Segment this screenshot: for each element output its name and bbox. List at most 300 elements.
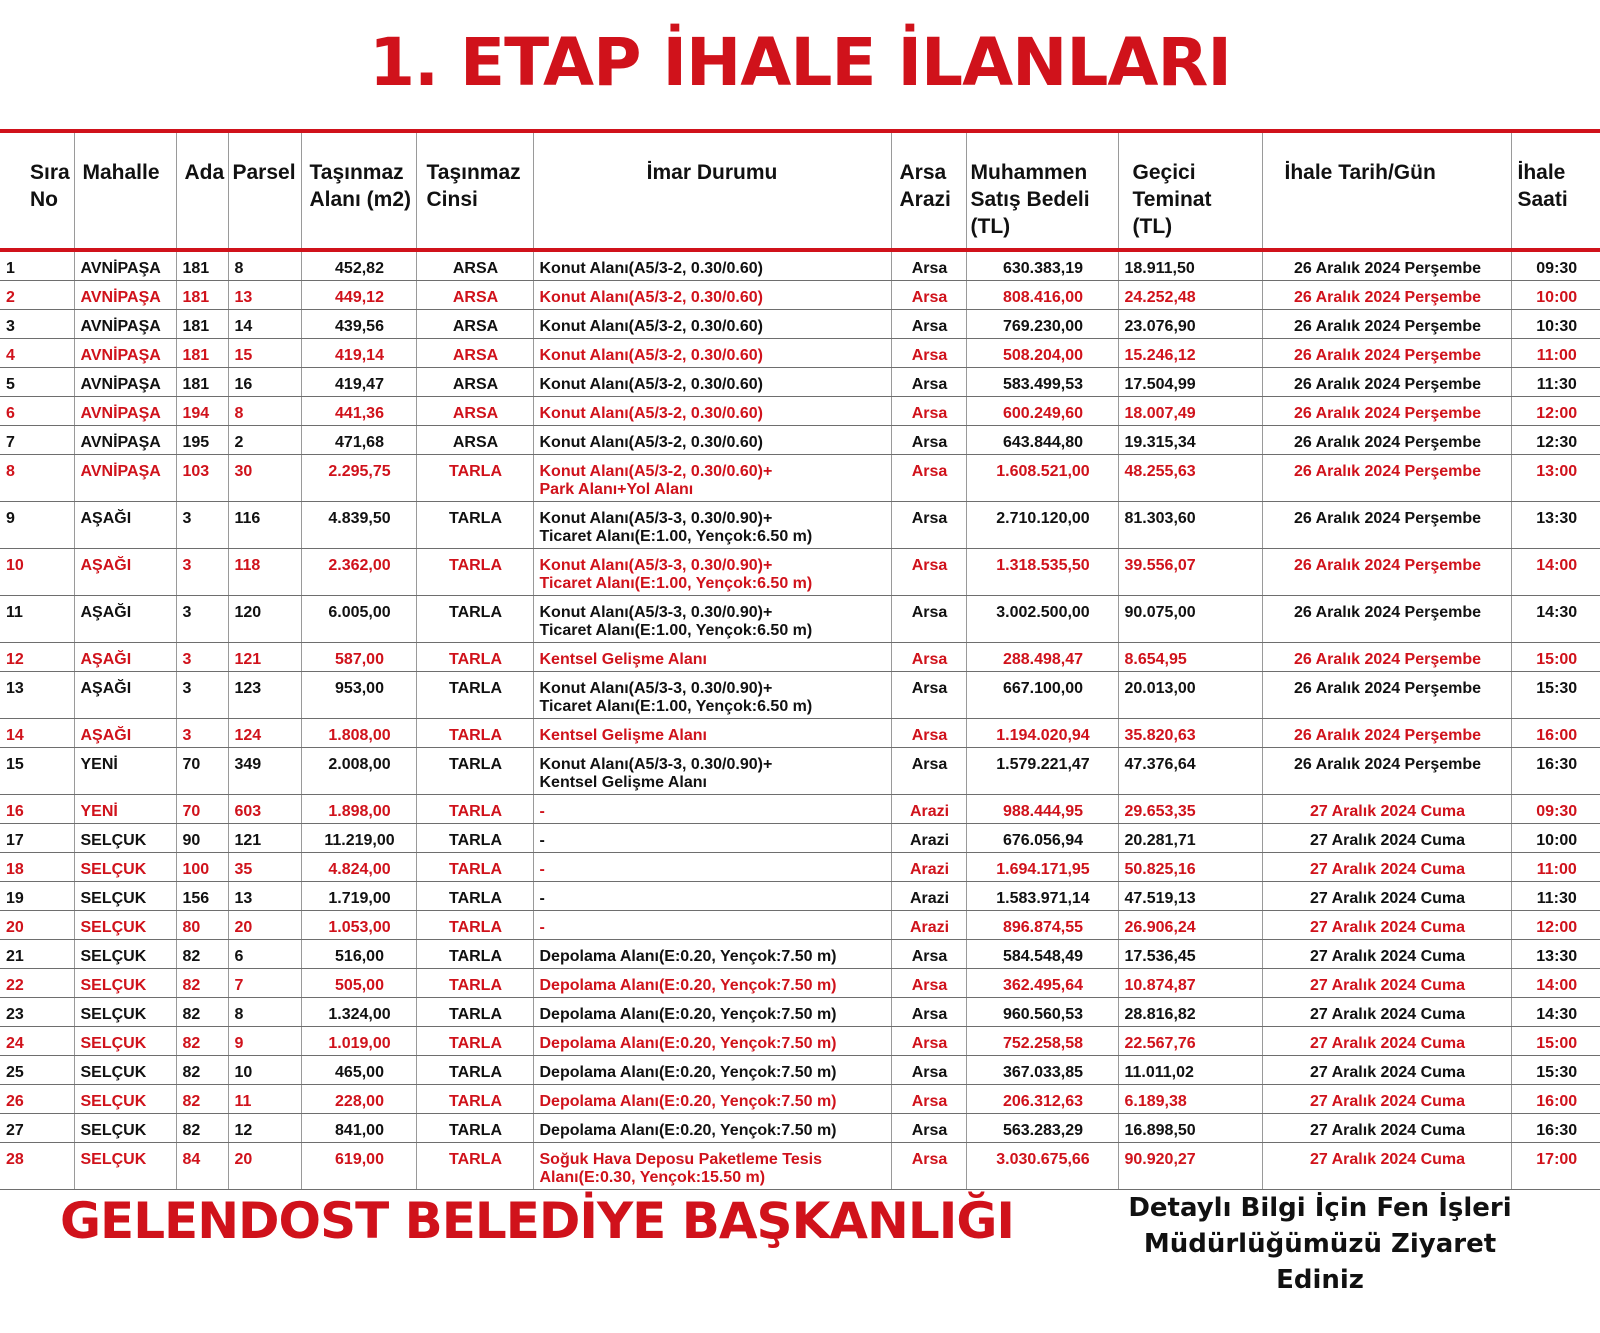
table-header-row [0, 133, 1600, 250]
cell-arsa: Arsa [891, 719, 966, 748]
cell-sira: 4 [0, 339, 74, 368]
cell-arsa: Arsa [891, 339, 966, 368]
cell-arsa: Arsa [891, 643, 966, 672]
cell-alan: 11.219,00 [301, 824, 416, 853]
cell-bedel: 960.560,53 [966, 998, 1118, 1027]
cell-cins: TARLA [416, 748, 533, 795]
cell-sira: 22 [0, 969, 74, 998]
cell-sira: 23 [0, 998, 74, 1027]
cell-alan: 619,00 [301, 1143, 416, 1190]
cell-arsa: Arazi [891, 882, 966, 911]
cell-tarih: 26 Aralık 2024 Perşembe [1262, 250, 1511, 281]
cell-saat: 12:00 [1511, 911, 1600, 940]
cell-sira: 19 [0, 882, 74, 911]
cell-cins: TARLA [416, 455, 533, 502]
cell-parsel: 12 [228, 1114, 301, 1143]
cell-bedel: 676.056,94 [966, 824, 1118, 853]
cell-tarih: 26 Aralık 2024 Perşembe [1262, 502, 1511, 549]
cell-tarih: 26 Aralık 2024 Perşembe [1262, 549, 1511, 596]
cell-cins: TARLA [416, 969, 533, 998]
cell-alan: 439,56 [301, 310, 416, 339]
cell-mahalle: AVNİPAŞA [74, 397, 176, 426]
table-row [0, 1056, 1600, 1085]
cell-parsel: 603 [228, 795, 301, 824]
cell-sira: 1 [0, 250, 74, 281]
cell-cins: TARLA [416, 1056, 533, 1085]
table-row [0, 426, 1600, 455]
cell-sira: 24 [0, 1027, 74, 1056]
cell-tarih: 27 Aralık 2024 Cuma [1262, 824, 1511, 853]
cell-cins: TARLA [416, 719, 533, 748]
cell-alan: 1.719,00 [301, 882, 416, 911]
cell-arsa: Arsa [891, 969, 966, 998]
cell-sira: 13 [0, 672, 74, 719]
cell-tarih: 26 Aralık 2024 Perşembe [1262, 719, 1511, 748]
header-sira: Sıra No [0, 133, 74, 250]
cell-saat: 12:30 [1511, 426, 1600, 455]
cell-arsa: Arsa [891, 397, 966, 426]
organization-name: GELENDOST BELEDİYE BAŞKANLIĞI [60, 1192, 1014, 1250]
cell-tarih: 27 Aralık 2024 Cuma [1262, 1114, 1511, 1143]
cell-arsa: Arazi [891, 824, 966, 853]
cell-mahalle: SELÇUK [74, 1027, 176, 1056]
cell-parsel: 2 [228, 426, 301, 455]
header-teminat: Geçici Teminat (TL) [1118, 133, 1262, 250]
cell-alan: 587,00 [301, 643, 416, 672]
imar-line-2: Ticaret Alanı(E:1.00, Yençok:6.50 m) [539, 698, 813, 715]
imar-line-1: Konut Alanı(A5/3-2, 0.30/0.60)+ [539, 463, 773, 480]
imar-line-1: Konut Alanı(A5/3-3, 0.30/0.90)+ [539, 680, 773, 697]
imar-line-1: Konut Alanı(A5/3-3, 0.30/0.90)+ [539, 756, 773, 773]
cell-alan: 516,00 [301, 940, 416, 969]
cell-arsa: Arsa [891, 310, 966, 339]
cell-mahalle: AŞAĞI [74, 502, 176, 549]
table-body [0, 250, 1600, 1190]
cell-saat: 10:00 [1511, 281, 1600, 310]
cell-parsel: 121 [228, 643, 301, 672]
cell-tarih: 26 Aralık 2024 Perşembe [1262, 596, 1511, 643]
cell-teminat: 18.911,50 [1118, 250, 1262, 281]
cell-cins: TARLA [416, 502, 533, 549]
cell-mahalle: AVNİPAŞA [74, 250, 176, 281]
page-title: 1. ETAP İHALE İLANLARI [369, 24, 1231, 101]
cell-arsa: Arsa [891, 672, 966, 719]
cell-mahalle: AŞAĞI [74, 719, 176, 748]
cell-sira: 12 [0, 643, 74, 672]
cell-bedel: 1.694.171,95 [966, 853, 1118, 882]
cell-saat: 15:00 [1511, 1027, 1600, 1056]
cell-imar: - [533, 882, 891, 911]
cell-saat: 11:00 [1511, 853, 1600, 882]
cell-ada: 82 [176, 1056, 228, 1085]
cell-parsel: 13 [228, 882, 301, 911]
header-mahalle: Mahalle [74, 133, 176, 250]
cell-teminat: 48.255,63 [1118, 455, 1262, 502]
cell-tarih: 27 Aralık 2024 Cuma [1262, 1056, 1511, 1085]
table-row [0, 719, 1600, 748]
cell-teminat: 24.252,48 [1118, 281, 1262, 310]
cell-saat: 14:00 [1511, 969, 1600, 998]
cell-ada: 82 [176, 940, 228, 969]
cell-parsel: 8 [228, 397, 301, 426]
cell-teminat: 47.519,13 [1118, 882, 1262, 911]
cell-saat: 12:00 [1511, 397, 1600, 426]
cell-imar: Kentsel Gelişme Alanı [533, 719, 891, 748]
table-row [0, 911, 1600, 940]
cell-arsa: Arsa [891, 250, 966, 281]
cell-parsel: 7 [228, 969, 301, 998]
table-row [0, 748, 1600, 795]
cell-imar: - [533, 795, 891, 824]
cell-ada: 3 [176, 596, 228, 643]
cell-tarih: 26 Aralık 2024 Perşembe [1262, 643, 1511, 672]
cell-parsel: 9 [228, 1027, 301, 1056]
cell-imar: Depolama Alanı(E:0.20, Yençok:7.50 m) [533, 1085, 891, 1114]
cell-imar: Konut Alanı(A5/3-2, 0.30/0.60) [533, 339, 891, 368]
cell-cins: TARLA [416, 911, 533, 940]
cell-tarih: 27 Aralık 2024 Cuma [1262, 795, 1511, 824]
table-row [0, 940, 1600, 969]
cell-cins: TARLA [416, 672, 533, 719]
cell-teminat: 17.536,45 [1118, 940, 1262, 969]
cell-parsel: 10 [228, 1056, 301, 1085]
cell-cins: ARSA [416, 426, 533, 455]
cell-saat: 10:30 [1511, 310, 1600, 339]
cell-imar: Konut Alanı(A5/3-2, 0.30/0.60) [533, 310, 891, 339]
table-row [0, 549, 1600, 596]
imar-line-2: Park Alanı+Yol Alanı [539, 481, 694, 498]
cell-sira: 27 [0, 1114, 74, 1143]
table-row [0, 824, 1600, 853]
cell-tarih: 26 Aralık 2024 Perşembe [1262, 397, 1511, 426]
cell-cins: TARLA [416, 643, 533, 672]
cell-mahalle: AVNİPAŞA [74, 310, 176, 339]
cell-mahalle: AVNİPAŞA [74, 368, 176, 397]
cell-imar: Depolama Alanı(E:0.20, Yençok:7.50 m) [533, 1114, 891, 1143]
cell-arsa: Arsa [891, 1143, 966, 1190]
cell-parsel: 6 [228, 940, 301, 969]
cell-mahalle: SELÇUK [74, 911, 176, 940]
cell-tarih: 27 Aralık 2024 Cuma [1262, 853, 1511, 882]
cell-bedel: 2.710.120,00 [966, 502, 1118, 549]
cell-saat: 17:00 [1511, 1143, 1600, 1190]
cell-imar: Konut Alanı(A5/3-2, 0.30/0.60) [533, 397, 891, 426]
cell-ada: 82 [176, 1114, 228, 1143]
cell-alan: 2.295,75 [301, 455, 416, 502]
cell-ada: 194 [176, 397, 228, 426]
cell-ada: 100 [176, 853, 228, 882]
cell-teminat: 17.504,99 [1118, 368, 1262, 397]
cell-bedel: 1.318.535,50 [966, 549, 1118, 596]
cell-arsa: Arazi [891, 911, 966, 940]
cell-cins: TARLA [416, 795, 533, 824]
cell-cins: ARSA [416, 339, 533, 368]
cell-mahalle: AVNİPAŞA [74, 339, 176, 368]
cell-imar: Kentsel Gelişme Alanı [533, 643, 891, 672]
cell-alan: 4.824,00 [301, 853, 416, 882]
cell-bedel: 508.204,00 [966, 339, 1118, 368]
cell-arsa: Arsa [891, 549, 966, 596]
cell-tarih: 26 Aralık 2024 Perşembe [1262, 455, 1511, 502]
header-arsa: Arsa Arazi [891, 133, 966, 250]
cell-alan: 6.005,00 [301, 596, 416, 643]
cell-teminat: 11.011,02 [1118, 1056, 1262, 1085]
cell-mahalle: SELÇUK [74, 1085, 176, 1114]
table-row [0, 1143, 1600, 1190]
cell-teminat: 29.653,35 [1118, 795, 1262, 824]
cell-imar: Depolama Alanı(E:0.20, Yençok:7.50 m) [533, 998, 891, 1027]
cell-mahalle: SELÇUK [74, 824, 176, 853]
cell-ada: 70 [176, 795, 228, 824]
cell-mahalle: YENİ [74, 795, 176, 824]
table-row [0, 643, 1600, 672]
cell-imar: Depolama Alanı(E:0.20, Yençok:7.50 m) [533, 1056, 891, 1085]
cell-imar [533, 672, 891, 719]
cell-sira: 3 [0, 310, 74, 339]
cell-bedel: 630.383,19 [966, 250, 1118, 281]
table-row [0, 281, 1600, 310]
table-row [0, 1085, 1600, 1114]
cell-teminat: 47.376,64 [1118, 748, 1262, 795]
cell-ada: 3 [176, 549, 228, 596]
cell-cins: TARLA [416, 1114, 533, 1143]
cell-mahalle: SELÇUK [74, 940, 176, 969]
cell-alan: 953,00 [301, 672, 416, 719]
cell-imar: Depolama Alanı(E:0.20, Yençok:7.50 m) [533, 940, 891, 969]
cell-cins: TARLA [416, 824, 533, 853]
cell-parsel: 124 [228, 719, 301, 748]
header-saat: İhale Saati [1511, 133, 1600, 250]
cell-cins: ARSA [416, 397, 533, 426]
imar-line-2: Ticaret Alanı(E:1.00, Yençok:6.50 m) [539, 528, 813, 545]
imar-line-1: Konut Alanı(A5/3-3, 0.30/0.90)+ [539, 510, 773, 527]
cell-imar [533, 748, 891, 795]
cell-teminat: 18.007,49 [1118, 397, 1262, 426]
cell-cins: ARSA [416, 250, 533, 281]
cell-teminat: 20.013,00 [1118, 672, 1262, 719]
cell-sira: 15 [0, 748, 74, 795]
cell-alan: 1.324,00 [301, 998, 416, 1027]
cell-bedel: 667.100,00 [966, 672, 1118, 719]
table-row [0, 368, 1600, 397]
cell-saat: 09:30 [1511, 795, 1600, 824]
cell-imar: - [533, 911, 891, 940]
cell-teminat: 26.906,24 [1118, 911, 1262, 940]
cell-ada: 3 [176, 643, 228, 672]
info-line-2: Müdürlüğümüzü Ziyaret Ediniz [1143, 1229, 1497, 1295]
cell-teminat: 22.567,76 [1118, 1027, 1262, 1056]
cell-alan: 228,00 [301, 1085, 416, 1114]
cell-bedel: 1.608.521,00 [966, 455, 1118, 502]
cell-ada: 82 [176, 1085, 228, 1114]
table-row [0, 339, 1600, 368]
cell-teminat: 19.315,34 [1118, 426, 1262, 455]
cell-ada: 82 [176, 969, 228, 998]
cell-bedel: 584.548,49 [966, 940, 1118, 969]
cell-teminat: 90.075,00 [1118, 596, 1262, 643]
cell-teminat: 10.874,87 [1118, 969, 1262, 998]
cell-ada: 84 [176, 1143, 228, 1190]
cell-parsel: 116 [228, 502, 301, 549]
cell-imar: Konut Alanı(A5/3-2, 0.30/0.60) [533, 250, 891, 281]
cell-alan: 441,36 [301, 397, 416, 426]
cell-mahalle: AŞAĞI [74, 672, 176, 719]
cell-sira: 28 [0, 1143, 74, 1190]
cell-ada: 3 [176, 502, 228, 549]
cell-cins: TARLA [416, 998, 533, 1027]
cell-ada: 181 [176, 250, 228, 281]
cell-ada: 3 [176, 719, 228, 748]
cell-mahalle: SELÇUK [74, 969, 176, 998]
cell-sira: 21 [0, 940, 74, 969]
cell-alan: 505,00 [301, 969, 416, 998]
cell-tarih: 26 Aralık 2024 Perşembe [1262, 426, 1511, 455]
cell-arsa: Arsa [891, 748, 966, 795]
imar-line-2: Ticaret Alanı(E:1.00, Yençok:6.50 m) [539, 575, 813, 592]
cell-tarih: 26 Aralık 2024 Perşembe [1262, 748, 1511, 795]
cell-sira: 7 [0, 426, 74, 455]
cell-arsa: Arsa [891, 1027, 966, 1056]
cell-teminat: 39.556,07 [1118, 549, 1262, 596]
imar-line-2: Alanı(E:0.30, Yençok:15.50 m) [539, 1169, 766, 1186]
header-bedel: Muhammen Satış Bedeli (TL) [966, 133, 1118, 250]
cell-teminat: 6.189,38 [1118, 1085, 1262, 1114]
table-row [0, 596, 1600, 643]
imar-line-2: Ticaret Alanı(E:1.00, Yençok:6.50 m) [539, 622, 813, 639]
cell-ada: 70 [176, 748, 228, 795]
cell-saat: 14:30 [1511, 998, 1600, 1027]
cell-ada: 181 [176, 310, 228, 339]
cell-sira: 9 [0, 502, 74, 549]
cell-teminat: 35.820,63 [1118, 719, 1262, 748]
cell-tarih: 27 Aralık 2024 Cuma [1262, 1143, 1511, 1190]
cell-arsa: Arsa [891, 1056, 966, 1085]
cell-mahalle: SELÇUK [74, 1114, 176, 1143]
cell-saat: 16:00 [1511, 1085, 1600, 1114]
table-row [0, 853, 1600, 882]
table-row [0, 795, 1600, 824]
cell-teminat: 28.816,82 [1118, 998, 1262, 1027]
cell-bedel: 3.002.500,00 [966, 596, 1118, 643]
cell-alan: 841,00 [301, 1114, 416, 1143]
cell-saat: 13:00 [1511, 455, 1600, 502]
cell-teminat: 16.898,50 [1118, 1114, 1262, 1143]
cell-parsel: 8 [228, 998, 301, 1027]
cell-imar: Konut Alanı(A5/3-2, 0.30/0.60) [533, 368, 891, 397]
table-row [0, 1027, 1600, 1056]
cell-mahalle: SELÇUK [74, 1143, 176, 1190]
cell-saat: 16:30 [1511, 1114, 1600, 1143]
cell-mahalle: SELÇUK [74, 1056, 176, 1085]
cell-sira: 5 [0, 368, 74, 397]
cell-sira: 25 [0, 1056, 74, 1085]
table-row [0, 672, 1600, 719]
cell-sira: 8 [0, 455, 74, 502]
cell-sira: 6 [0, 397, 74, 426]
cell-tarih: 26 Aralık 2024 Perşembe [1262, 281, 1511, 310]
cell-sira: 17 [0, 824, 74, 853]
cell-imar: - [533, 853, 891, 882]
cell-teminat: 81.303,60 [1118, 502, 1262, 549]
cell-mahalle: AŞAĞI [74, 596, 176, 643]
cell-alan: 449,12 [301, 281, 416, 310]
cell-parsel: 20 [228, 1143, 301, 1190]
cell-tarih: 27 Aralık 2024 Cuma [1262, 911, 1511, 940]
cell-parsel: 8 [228, 250, 301, 281]
cell-ada: 181 [176, 368, 228, 397]
cell-arsa: Arazi [891, 795, 966, 824]
cell-bedel: 643.844,80 [966, 426, 1118, 455]
cell-ada: 156 [176, 882, 228, 911]
cell-teminat: 90.920,27 [1118, 1143, 1262, 1190]
table-row [0, 397, 1600, 426]
cell-tarih: 27 Aralık 2024 Cuma [1262, 940, 1511, 969]
cell-saat: 14:00 [1511, 549, 1600, 596]
cell-tarih: 27 Aralık 2024 Cuma [1262, 969, 1511, 998]
cell-tarih: 27 Aralık 2024 Cuma [1262, 998, 1511, 1027]
cell-arsa: Arsa [891, 940, 966, 969]
cell-parsel: 16 [228, 368, 301, 397]
cell-bedel: 600.249,60 [966, 397, 1118, 426]
cell-arsa: Arsa [891, 1085, 966, 1114]
cell-sira: 10 [0, 549, 74, 596]
table-row [0, 1114, 1600, 1143]
cell-mahalle: AVNİPAŞA [74, 426, 176, 455]
cell-mahalle: AŞAĞI [74, 643, 176, 672]
cell-cins: TARLA [416, 940, 533, 969]
cell-imar: - [533, 824, 891, 853]
cell-cins: TARLA [416, 853, 533, 882]
cell-imar: Depolama Alanı(E:0.20, Yençok:7.50 m) [533, 1027, 891, 1056]
cell-parsel: 15 [228, 339, 301, 368]
cell-tarih: 27 Aralık 2024 Cuma [1262, 1027, 1511, 1056]
cell-sira: 11 [0, 596, 74, 643]
cell-arsa: Arsa [891, 1114, 966, 1143]
imar-line-2: Kentsel Gelişme Alanı [539, 774, 707, 791]
cell-teminat: 15.246,12 [1118, 339, 1262, 368]
cell-bedel: 583.499,53 [966, 368, 1118, 397]
cell-sira: 18 [0, 853, 74, 882]
cell-ada: 195 [176, 426, 228, 455]
table-row [0, 882, 1600, 911]
header-cins: Taşınmaz Cinsi [416, 133, 533, 250]
tender-table [0, 133, 1600, 1190]
cell-ada: 82 [176, 1027, 228, 1056]
cell-ada: 82 [176, 998, 228, 1027]
cell-saat: 15:00 [1511, 643, 1600, 672]
cell-cins: ARSA [416, 310, 533, 339]
cell-imar [533, 502, 891, 549]
info-note [1100, 1190, 1540, 1298]
cell-ada: 90 [176, 824, 228, 853]
cell-sira: 20 [0, 911, 74, 940]
cell-bedel: 769.230,00 [966, 310, 1118, 339]
cell-imar: Konut Alanı(A5/3-2, 0.30/0.60) [533, 281, 891, 310]
imar-line-1: Konut Alanı(A5/3-3, 0.30/0.90)+ [539, 557, 773, 574]
cell-bedel: 988.444,95 [966, 795, 1118, 824]
cell-parsel: 11 [228, 1085, 301, 1114]
cell-bedel: 362.495,64 [966, 969, 1118, 998]
cell-alan: 2.362,00 [301, 549, 416, 596]
cell-cins: TARLA [416, 596, 533, 643]
cell-cins: TARLA [416, 882, 533, 911]
cell-parsel: 349 [228, 748, 301, 795]
cell-ada: 181 [176, 281, 228, 310]
cell-saat: 13:30 [1511, 502, 1600, 549]
cell-bedel: 367.033,85 [966, 1056, 1118, 1085]
cell-alan: 419,47 [301, 368, 416, 397]
table-row [0, 250, 1600, 281]
